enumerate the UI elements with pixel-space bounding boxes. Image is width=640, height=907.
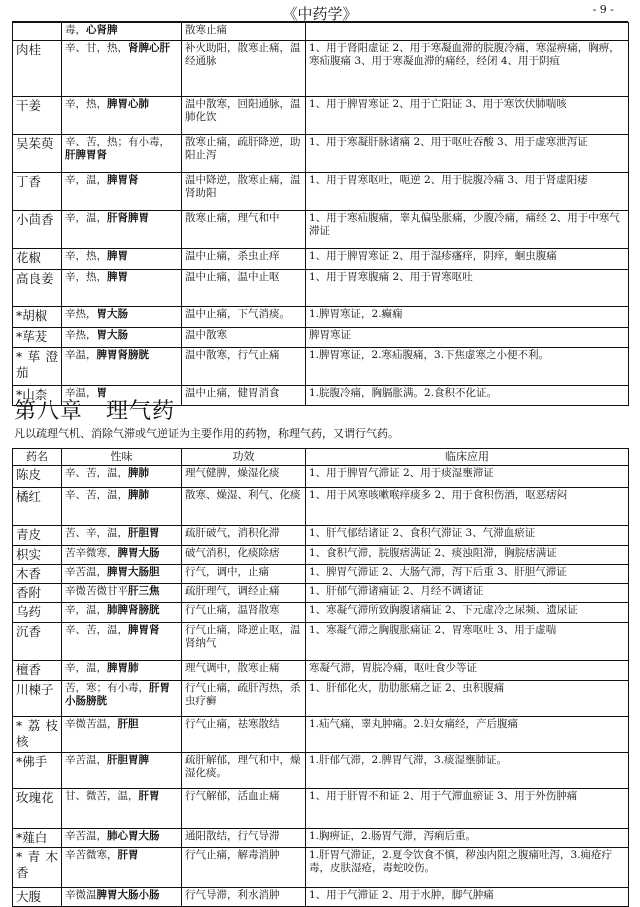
- table-row: [13, 565, 629, 584]
- herb-taste: [62, 270, 182, 307]
- herb-name: 沉香: [13, 623, 62, 661]
- table-row: [13, 789, 629, 829]
- herb-taste: [62, 488, 182, 526]
- herb-name: *青木香: [13, 848, 62, 888]
- herb-clinical-use: 1、肝气郁结诸证 2、食积气滞证 3、气滞血瘀证: [306, 526, 629, 546]
- book-title: 《中药学》: [282, 5, 358, 23]
- page-number: - 9 -: [592, 3, 614, 16]
- taste-nature: 辛，温，: [65, 662, 107, 674]
- warming-herbs-table: [12, 22, 629, 406]
- herb-name: 橘红: [13, 488, 62, 526]
- herb-taste: [62, 249, 182, 270]
- table-row: [13, 603, 629, 623]
- meridians: 肝脾胃肾: [65, 149, 107, 161]
- table-row: [13, 211, 629, 249]
- herb-effect: 行气止痛，温肾散寒: [182, 603, 306, 623]
- table-row: [13, 526, 629, 546]
- herb-effect: 行气解郁，活血止痛: [182, 789, 306, 829]
- herb-name: 干姜: [13, 97, 62, 135]
- taste-nature: 辛、苦，温，: [65, 624, 128, 636]
- herb-clinical-use: 寒凝气滞，胃脘冷痛，呕吐食少等证: [306, 661, 629, 681]
- herb-clinical-use: 1.脾胃寒证，2.癫痫: [306, 307, 629, 328]
- herb-name: *荜澄茄: [13, 348, 62, 386]
- herb-name: 陈皮: [13, 466, 62, 488]
- meridians: 脾胃大肠小肠: [96, 889, 160, 901]
- herb-name: *山柰: [13, 386, 62, 406]
- herb-name: *荜茇: [13, 328, 62, 348]
- warming-herbs-body: [13, 23, 629, 406]
- herb-clinical-use: 1、用于肾阳虚证 2、用于寒凝血滞的脘腹冷痛，寒湿痹痛，胸痹，寒疝腹痛 3、用于寒凝血滞的痛经，经闭 4、用于阴疽: [306, 41, 629, 97]
- herb-clinical-use: 1、用于寒疝腹痛，睾丸偏坠胀痛，少腹冷痛，痛经 2、用于中寒气滞证: [306, 211, 629, 249]
- herb-clinical-use: 1、肝郁气滞诸痛证 2、月经不调诸证: [306, 584, 629, 603]
- taste-nature: 苦辛微寒，: [65, 547, 118, 559]
- herb-effect: 补火助阳，散寒止痛，温经通脉: [182, 41, 306, 97]
- meridians: 胃大肠: [96, 308, 128, 320]
- meridians: 脾胃肾: [128, 624, 160, 636]
- table-row: [13, 135, 629, 173]
- table-row: [13, 173, 629, 211]
- herb-name: *佛手: [13, 753, 62, 789]
- meridians: 脾胃肾膀胱: [96, 349, 149, 361]
- meridians: 脾胃: [107, 250, 128, 262]
- herb-effect: 温中止痛，健胃消食: [182, 386, 306, 406]
- herb-clinical-use: 1、用于胃寒腹痛 2、用于胃寒呕吐: [306, 270, 629, 307]
- herb-clinical-use: 1、用于胃寒呕吐，呃逆 2、用于脘腹冷痛 3、用于肾虚阳痿: [306, 173, 629, 211]
- herb-taste: [62, 307, 182, 328]
- herb-taste: [62, 623, 182, 661]
- taste-nature: 辛热，: [65, 329, 97, 341]
- herb-taste: [62, 681, 182, 717]
- table-row: [13, 546, 629, 565]
- taste-nature: 辛，热，: [65, 250, 107, 262]
- herb-effect: 行气，调中，止痛: [182, 565, 306, 584]
- herb-name: 川楝子: [13, 681, 62, 717]
- meridians: 肝肾脾胃: [107, 212, 149, 224]
- taste-nature: 辛，温，: [65, 174, 107, 186]
- herb-name: [13, 23, 62, 41]
- herb-clinical-use: 脾胃寒证: [306, 328, 629, 348]
- taste-nature: 辛苦温，: [65, 830, 107, 842]
- taste-nature: 辛，热，: [65, 98, 107, 110]
- meridians: 脾胃大肠: [117, 547, 160, 559]
- herb-clinical-use: 1、食积气滞，脘腹痞满证 2、痰浊阻滞，胸脘痞满证: [306, 546, 629, 565]
- taste-nature: 辛苦温，: [65, 754, 107, 766]
- herb-effect: 行气止痛，解毒消肿: [182, 848, 306, 888]
- herb-taste: [62, 546, 182, 565]
- herb-clinical-use: 1、用于脾胃气滞证 2、用于痰湿壅滞证: [306, 466, 629, 488]
- meridians: 肾脾心肝: [128, 42, 170, 54]
- herb-effect: 温中止痛，下气消痰。: [182, 307, 306, 328]
- table-row: [13, 97, 629, 135]
- taste-nature: 辛，热，: [65, 271, 107, 283]
- taste-nature: 辛、苦，热；有小毒，: [65, 136, 170, 148]
- meridians: 脾胃心肺: [107, 98, 149, 110]
- table-row: [13, 270, 629, 307]
- herb-effect: 行气止痛，疏肝泻热，杀虫疗癣: [182, 681, 306, 717]
- herb-name: 木香: [13, 565, 62, 584]
- table-row: [13, 584, 629, 603]
- table-row: [13, 681, 629, 717]
- herb-taste: [62, 23, 182, 41]
- table-row: [13, 328, 629, 348]
- table-row: [13, 488, 629, 526]
- herb-name: 肉桂: [13, 41, 62, 97]
- herb-effect: 温中散寒，回阳通脉，温肺化饮: [182, 97, 306, 135]
- taste-nature: 辛苦温，: [65, 566, 107, 578]
- herb-taste: [62, 848, 182, 888]
- meridians: 脾肺: [128, 467, 149, 479]
- herb-taste: [62, 41, 182, 97]
- herb-taste: [62, 211, 182, 249]
- meridians: 肝胃: [117, 849, 139, 861]
- meridians: 肝胆: [117, 718, 139, 730]
- herb-name: 枳实: [13, 546, 62, 565]
- herb-clinical-use: 1.肝胃气滞证，2.夏令饮食不慎，秽浊内阻之腹痛吐泻，3.痈疮疔毒，皮肤湿疮，毒蛇咬伤。: [306, 848, 629, 888]
- herb-clinical-use: 1、寒凝气滞所致胸腹诸痛证 2、下元虚冷之尿频、遗尿证: [306, 603, 629, 623]
- herb-name: 花椒: [13, 249, 62, 270]
- taste-nature: 辛微温: [65, 889, 97, 901]
- taste-nature: 辛温，: [65, 349, 97, 361]
- table-row: [13, 41, 629, 97]
- table-row: [13, 466, 629, 488]
- herb-effect: 温中降逆，散寒止痛，温肾助阳: [182, 173, 306, 211]
- herb-name: 檀香: [13, 661, 62, 681]
- herb-clinical-use: 1.脾胃寒证，2.寒疝腹痛，3.下焦虚寒之小便不利。: [306, 348, 629, 386]
- herb-effect: 疏肝理气，调经止痛: [182, 584, 306, 603]
- taste-nature: 辛苦微寒，: [65, 849, 118, 861]
- taste-nature: 辛、苦，温，: [65, 467, 128, 479]
- taste-nature: 辛微苦微甘平: [65, 585, 128, 597]
- herb-effect: 理气健脾，燥湿化痰: [182, 466, 306, 488]
- herb-name: 吴茱萸: [13, 135, 62, 173]
- meridians: 脾胃大肠胆: [107, 566, 160, 578]
- herb-effect: 行气止痛，降逆止呕，温肾纳气: [182, 623, 306, 661]
- herb-effect: 温中散寒，行气止痛: [182, 348, 306, 386]
- herb-clinical-use: 1.脘腹冷痛，胸膈胀满。2.食积不化证。: [306, 386, 629, 406]
- herb-taste: [62, 328, 182, 348]
- herb-name: 香附: [13, 584, 62, 603]
- herb-name: *荔枝核: [13, 717, 62, 753]
- herb-name: 大腹: [13, 888, 62, 907]
- herb-clinical-use: 1、用于气滞证 2、用于水肿，脚气肿痛: [306, 888, 629, 907]
- herb-clinical-use: 1、用于脾胃寒证 2、用于亡阳证 3、用于寒饮伏肺喘咳: [306, 97, 629, 135]
- herb-taste: [62, 135, 182, 173]
- herb-clinical-use: 1、寒凝气滞之胸腹胀痛证 2、胃寒呕吐 3、用于虚喘: [306, 623, 629, 661]
- meridians: 脾胃: [107, 271, 128, 283]
- herb-taste: [62, 526, 182, 546]
- herb-effect: 行气导滞，利水消肿: [182, 888, 306, 907]
- chapter-title: 第八章 理气药: [14, 399, 176, 424]
- herb-effect: 疏肝破气，消积化滞: [182, 526, 306, 546]
- meridians: 胃: [96, 387, 107, 399]
- herb-effect: 散寒、燥湿、利气、化痰: [182, 488, 306, 526]
- herb-effect: 温中止痛，温中止呕: [182, 270, 306, 307]
- table-header-row: [13, 449, 629, 466]
- taste-nature: 辛微苦温，: [65, 718, 118, 730]
- taste-nature: 辛，温，: [65, 212, 107, 224]
- herb-taste: [62, 753, 182, 789]
- herb-taste: [62, 789, 182, 829]
- chapter-intro: 凡以疏理气机、消除气滞或气逆证为主要作用的药物，称理气药，又谓行气药。: [14, 427, 399, 440]
- meridians: 肝三焦: [128, 585, 160, 597]
- table-row: [13, 348, 629, 386]
- table-row: [13, 753, 629, 789]
- herb-taste: [62, 466, 182, 488]
- herb-effect: 行气止痛，祛寒散结: [182, 717, 306, 753]
- herb-effect: 疏肝解郁，理气和中，燥湿化痰。: [182, 753, 306, 789]
- taste-nature: 辛，温，: [65, 604, 107, 616]
- herb-taste: [62, 603, 182, 623]
- meridians: 脾肺: [128, 489, 149, 501]
- herb-taste: [62, 661, 182, 681]
- meridians: 胃大肠: [96, 329, 128, 341]
- meridians: 肝胃小肠膀胱: [65, 682, 170, 707]
- table-row: [13, 307, 629, 328]
- table-row: [13, 661, 629, 681]
- herb-effect: 散寒止痛: [182, 23, 306, 41]
- table-row: [13, 829, 629, 848]
- taste-nature: 苦，寒；有小毒，: [65, 682, 149, 694]
- meridians: 肺脾肾膀胱: [107, 604, 160, 616]
- taste-nature: 甘、微苦，温，: [65, 790, 139, 802]
- herb-clinical-use: 1.肝郁气滞，2.脾胃气滞，3.痰湿壅肺证。: [306, 753, 629, 789]
- herb-taste: [62, 97, 182, 135]
- meridians: 心肾脾: [86, 24, 118, 36]
- table-row: [13, 717, 629, 753]
- herb-name: *薤白: [13, 829, 62, 848]
- header-clinical: 临床应用: [306, 449, 629, 466]
- taste-nature: 辛温，: [65, 387, 97, 399]
- herb-clinical-use: 1、用于肝胃不和证 2、用于气滞血瘀证 3、用于外伤肿痛: [306, 789, 629, 829]
- table-row: [13, 848, 629, 888]
- herb-clinical-use: 1、用于脾胃寒证 2、用于湿疹瘙痒，阴痒，蛔虫腹痛: [306, 249, 629, 270]
- herb-effect: 通阳散结，行气导滞: [182, 829, 306, 848]
- herb-effect: 散寒止痛，疏肝降逆，助阳止泻: [182, 135, 306, 173]
- herb-clinical-use: [306, 23, 629, 41]
- herb-effect: 散寒止痛，理气和中: [182, 211, 306, 249]
- herb-taste: [62, 829, 182, 848]
- taste-nature: 辛热，: [65, 308, 97, 320]
- herb-taste: [62, 717, 182, 753]
- taste-nature: 辛、甘，热，: [65, 42, 128, 54]
- herb-effect: 温中止痛，杀虫止痒: [182, 249, 306, 270]
- herb-taste: [62, 888, 182, 907]
- meridians: 肺心胃大肠: [107, 830, 160, 842]
- herb-effect: 温中散寒: [182, 328, 306, 348]
- taste-nature: 辛、苦，温，: [65, 489, 128, 501]
- herb-taste: [62, 565, 182, 584]
- table-row: [13, 249, 629, 270]
- meridians: 肝胃: [138, 790, 160, 802]
- herb-name: *胡椒: [13, 307, 62, 328]
- meridians: 肝胆胃脾: [107, 754, 149, 766]
- herb-taste: [62, 348, 182, 386]
- herb-name: 玫瑰花: [13, 789, 62, 829]
- herb-name: 小茴香: [13, 211, 62, 249]
- herb-taste: [62, 173, 182, 211]
- herb-effect: 破气消积，化痰除痞: [182, 546, 306, 565]
- herb-effect: 理气调中，散寒止痛: [182, 661, 306, 681]
- meridians: 脾胃肺: [107, 662, 139, 674]
- taste-nature: 苦、辛，温，: [65, 527, 128, 539]
- table-row: [13, 888, 629, 907]
- table-row: [13, 23, 629, 41]
- herb-clinical-use: 1.胸痹证，2.肠胃气滞，泻痢后重。: [306, 829, 629, 848]
- herb-name: 丁香: [13, 173, 62, 211]
- table-row: [13, 623, 629, 661]
- herb-clinical-use: 1、用于寒凝肝脉诸痛 2、用于呕吐吞酸 3、用于虚寒泄泻证: [306, 135, 629, 173]
- herb-taste: [62, 584, 182, 603]
- meridians: 脾胃肾: [107, 174, 139, 186]
- herb-clinical-use: 1、脾胃气滞证 2、大肠气滞，泻下后重 3、肝胆气滞证: [306, 565, 629, 584]
- header-name: 药名: [13, 449, 62, 466]
- herb-clinical-use: 1.疝气痛，睾丸肿痛。2.妇女痛经，产后腹痛: [306, 717, 629, 753]
- header-taste: 性味: [62, 449, 182, 466]
- page-header: [0, 0, 640, 22]
- herb-clinical-use: 1、用于风寒咳嗽喉痒痰多 2、用于食积伤酒，呕恶痞闷: [306, 488, 629, 526]
- taste-nature: 毒，: [65, 24, 86, 36]
- herb-name: 高良姜: [13, 270, 62, 307]
- meridians: 肝胆胃: [128, 527, 160, 539]
- herb-clinical-use: 1、肝郁化火，肋肋胀痛之证 2、虫积腹痛: [306, 681, 629, 717]
- header-effect: 功效: [182, 449, 306, 466]
- herb-name: 乌药: [13, 603, 62, 623]
- herb-name: 青皮: [13, 526, 62, 546]
- qi-regulating-herbs-table: [12, 448, 629, 907]
- qi-regulating-herbs-body: [13, 466, 629, 907]
